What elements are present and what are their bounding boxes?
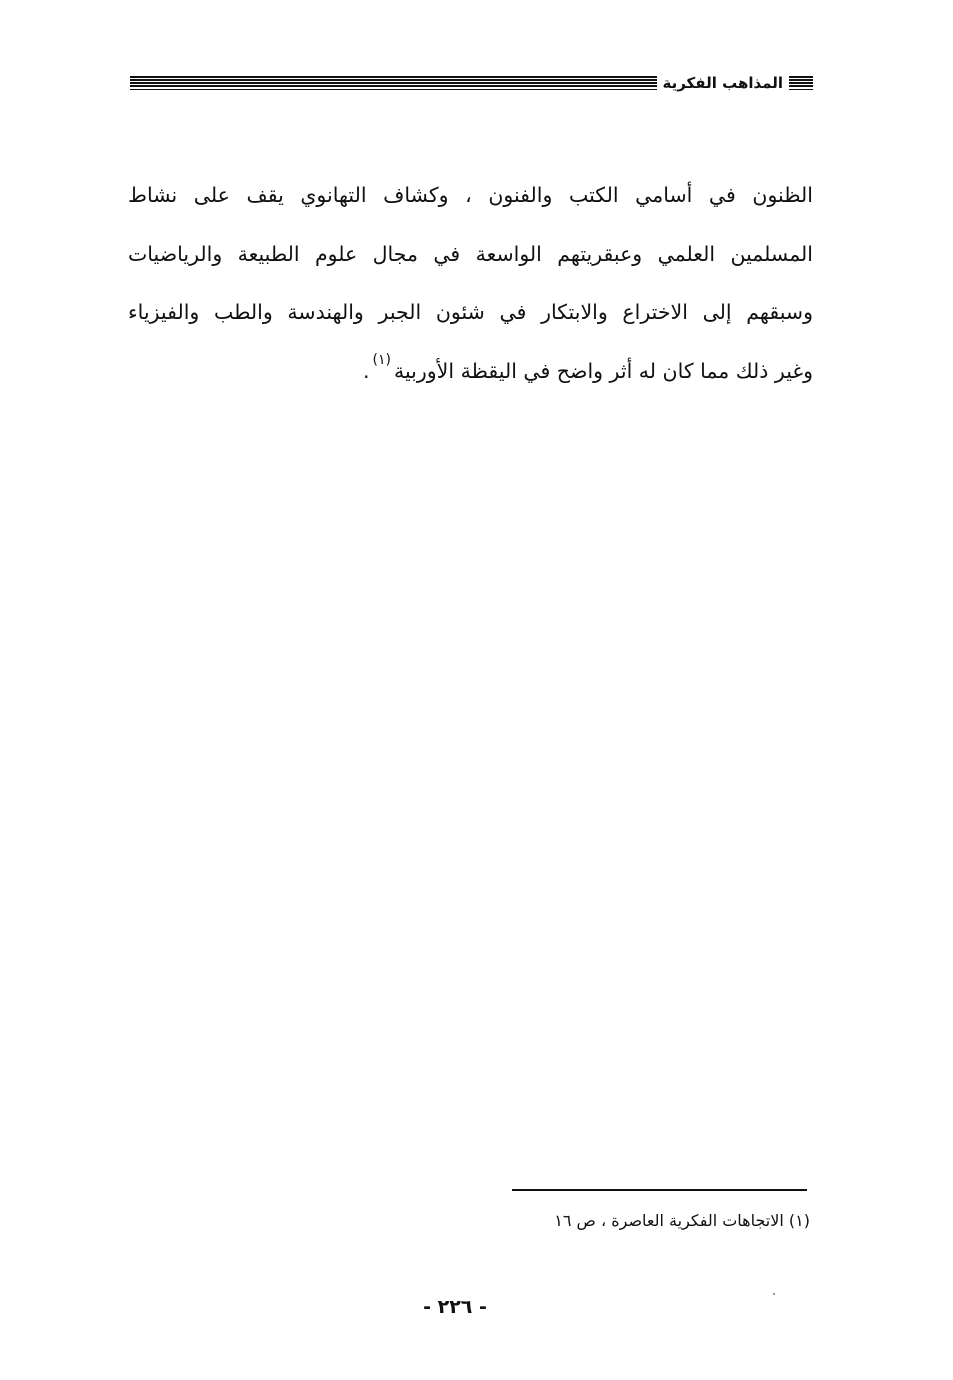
body-line-4-text: وغير ذلك مما كان له أثر واضح في اليقظة الأوربية: [394, 358, 813, 383]
page-number: - ٢٢٦ -: [423, 1296, 487, 1318]
body-line-3: وسبقهم إلى الاختراع والابتكار في شئون الجبر والهندسة والطب والفيزياء: [128, 300, 813, 324]
header-title: المذاهب الفكرية: [662, 74, 783, 92]
running-header: [130, 72, 813, 94]
final-period: .: [363, 358, 370, 383]
header-rule-short: [789, 76, 813, 90]
body-line-2: المسلمين العلمي وعبقريتهم الواسعة في مجال علوم الطبيعة والرياضيات: [128, 241, 813, 266]
body-text: [128, 166, 813, 400]
header-rule-long: [130, 76, 657, 90]
body-line-1: الظنون في أسامي الكتب والفنون ، وكشاف التهانوي يقف على نشاط: [128, 183, 813, 207]
footnote: (١) الاتجاهات الفكرية العاصرة ، ص ١٦: [554, 1211, 810, 1230]
scan-speck: [773, 1293, 775, 1295]
footnote-reference[interactable]: (١): [372, 351, 391, 368]
body-line-4: [128, 342, 813, 401]
footnote-separator: [512, 1189, 807, 1191]
